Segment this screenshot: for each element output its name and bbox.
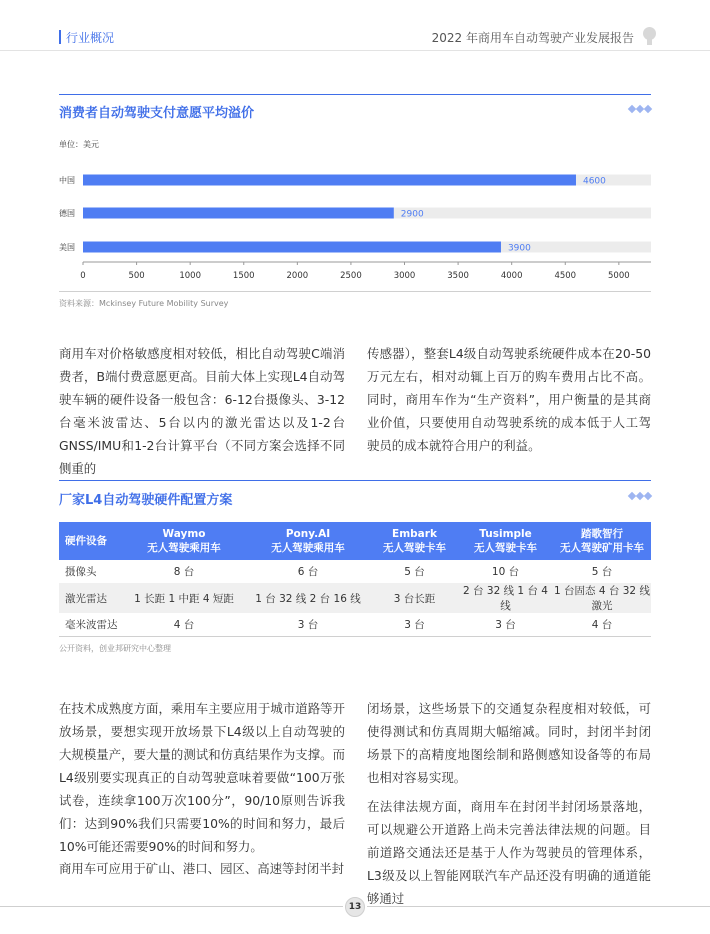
- x-tick-label: 3500: [447, 271, 469, 281]
- table-cell: 1 长距 1 中距 4 短距: [123, 583, 245, 613]
- table-cell: 5 台: [591, 566, 613, 578]
- data-label: 2900: [400, 209, 424, 220]
- table-cell: 6 台: [297, 566, 319, 578]
- table-cell: 5 台: [404, 566, 425, 578]
- paragraph-tech-maturity: 在技术成熟度方面，乘用车主要应用于城市道路等开放场景，要想实现开放场景下L4级以上自动驾驶的大规模量产，要大量的测试和仿真结果作为支撑。而L4级别要实现真正的自动驾驶意味着要做“100万张试卷，连续拿100万次100分”，90/10原则告诉我们：达到90%我们只需要10%的时间和努力，最后10%可能还需要90%的时间和努力。: [59, 701, 345, 854]
- table-cell: 3 台长距: [371, 583, 458, 613]
- table-cell: 1 台 32 线 2 台 16 线: [245, 583, 371, 613]
- page-number: 13: [345, 897, 365, 917]
- footer-rule-right: [367, 906, 710, 907]
- table-cell: 1 台固态 4 台 32 线激光: [554, 585, 650, 612]
- x-tick-label: 2000: [286, 271, 309, 281]
- table-header-company: Pony.AI 无人驾驶乘用车: [245, 522, 371, 560]
- table-cell: 4 台: [123, 613, 245, 636]
- x-tick-label: 0: [80, 271, 86, 281]
- table-header-company: Tusimple 无人驾驶卡车: [458, 522, 553, 560]
- figure1-source: 资料来源：Mckinsey Future Mobility Survey: [59, 299, 229, 308]
- table-cell: 4 台: [553, 613, 651, 636]
- x-tick-label: 1500: [232, 271, 255, 281]
- diamond-dots-icon: [629, 493, 651, 501]
- x-tick-label: 4500: [554, 271, 577, 281]
- table-row: [59, 583, 651, 613]
- x-tick-label: 1000: [179, 271, 201, 281]
- table-cell: 2 台 32 线 1 台 4 线: [458, 583, 553, 613]
- x-tick-label: 500: [128, 271, 145, 281]
- table-cell: 3 台: [458, 613, 553, 636]
- bar-1: [83, 208, 394, 219]
- row-label: 毫米波雷达: [59, 613, 123, 636]
- x-tick-label: 5000: [608, 271, 630, 281]
- header-document-title: 2022 年商用车自动驾驶产业发展报告: [431, 31, 634, 45]
- data-label: 4600: [582, 176, 606, 187]
- footer-rule-left: [0, 906, 343, 907]
- table-cell: 10 台: [491, 566, 520, 578]
- paragraph-closed-scenes: 商用车可应用于矿山、港口、园区、高速等封闭半封: [59, 861, 344, 876]
- table-header-device: 硬件设备: [59, 522, 123, 560]
- paragraph-cost-left: 商用车对价格敏感度相对较低，相比自动驾驶C端消费者，B端付费意愿更高。目前大体上实现L4自动驾驶车辆的硬件设备一般包含：6-12台摄像头、3-12台毫米波雷达、5台以内的激光雷达以及1-2台GNSS/IMU和1-2台计算平台（不同方案会选择不同侧重的: [59, 346, 345, 476]
- table-cell: 8 台: [173, 566, 195, 578]
- table-header-company: 踏歌智行 无人驾驶矿用卡车: [553, 522, 651, 560]
- row-label: 摄像头: [65, 566, 97, 578]
- category-label: 德国: [59, 209, 75, 218]
- table-cell: 3 台: [245, 613, 371, 636]
- premium-bar-chart: [0, 0, 710, 300]
- paragraph-closed-scenes-cont: 闭场景，这些场景下的交通复杂程度相对较低，可使得测试和仿真周期大幅缩减。同时，封闭半封闭场景下的高精度地图绘制和路侧感知设备等的布局也相对容易实现。: [367, 701, 651, 785]
- table-row: [59, 613, 651, 636]
- paragraph-cost-right: 传感器），整套L4级自动驾驶系统硬件成本在20-50万元左右，相对动辄上百万的购车费用占比不高。同时，商用车作为“生产资料”，用户衡量的是其商业价值，只要使用自动驾驶系统的成本低于人工驾驶员的成本就符合用户的利益。: [367, 346, 651, 453]
- chart-unit-label: 单位：美元: [59, 140, 99, 149]
- paragraph-regulation: 在法律法规方面，商用车在封闭半封闭场景落地，可以规避公开道路上尚未完善法律法规的问题。目前道路交通法还是基于人作为驾驶员的管理体系，L3级及以上智能网联汽车产品还没有明确的通道能够通过: [367, 799, 651, 906]
- hardware-config-table: [59, 522, 651, 637]
- figure2-top-rule: [59, 480, 651, 481]
- figure2-source: 公开资料，创业邦研究中心整理: [59, 644, 171, 653]
- category-label: 美国: [59, 243, 75, 252]
- figure2-title: 厂家L4自动驾驶硬件配置方案: [59, 493, 233, 508]
- x-tick-label: 2500: [340, 271, 362, 281]
- table-row: [59, 560, 651, 583]
- data-label: 3900: [507, 243, 531, 254]
- header-section-label: 行业概况: [66, 31, 115, 45]
- table-header-company: Embark 无人驾驶卡车: [371, 522, 458, 560]
- bar-2: [83, 242, 501, 253]
- figure1-title: 消费者自动驾驶支付意愿平均溢价: [59, 106, 255, 121]
- bar-0: [83, 175, 576, 186]
- table-header-company: Waymo 无人驾驶乘用车: [123, 522, 245, 560]
- table-cell: 3 台: [371, 613, 458, 636]
- x-tick-label: 4000: [500, 271, 523, 281]
- table-header-row: [59, 522, 651, 560]
- category-label: 中国: [59, 176, 75, 185]
- row-label: 激光雷达: [59, 583, 123, 613]
- x-tick-label: 3000: [393, 271, 416, 281]
- figure1-bottom-rule: [59, 291, 651, 292]
